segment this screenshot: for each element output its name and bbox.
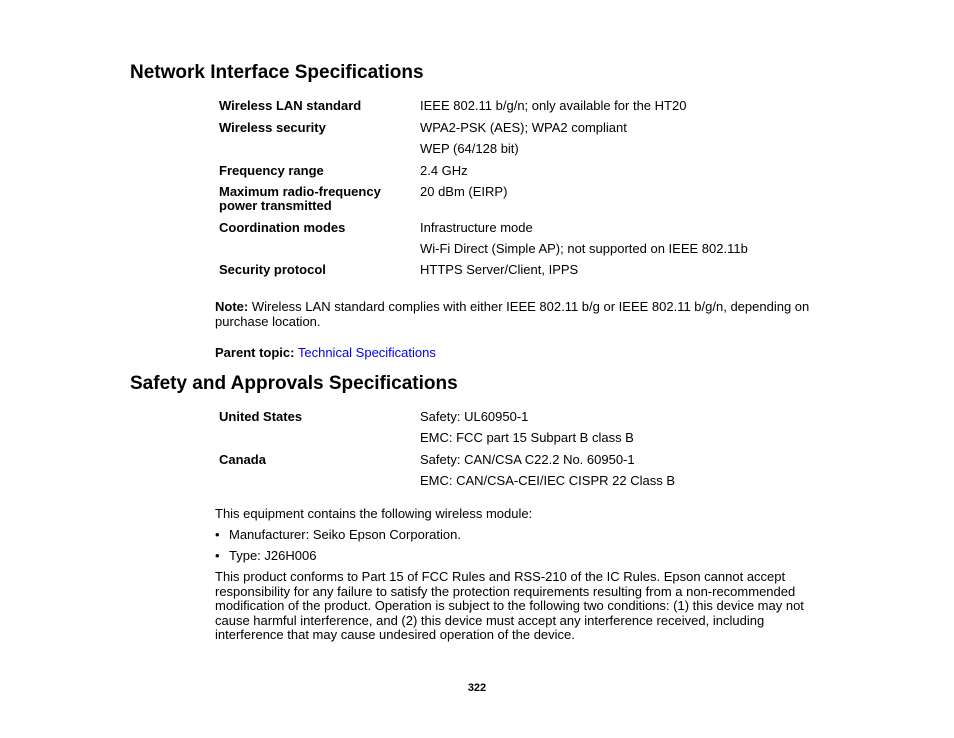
technical-specifications-link[interactable]: Technical Specifications [297,345,436,360]
spec-value: Safety: UL60950-1 EMC: FCC part 15 Subpart B class B [420,409,634,445]
note [215,300,825,329]
note-label: Note: [215,299,249,314]
bullet-icon: • [215,548,220,563]
spec-label: Canada [219,452,266,467]
list-item: • Type: J26H006 [215,548,317,563]
safety-heading: Safety and Approvals Specifications [130,373,458,394]
spec-label: Wireless security [219,120,326,135]
spec-value: WPA2-PSK (AES); WPA2 compliant WEP (64/128 bit) [420,120,627,156]
spec-label: Security protocol [219,262,326,277]
note-text: Wireless LAN standard complies with either IEEE 802.11 b/g or IEEE 802.11 b/g/n, depending on purchase location. [215,299,810,329]
module-intro: This equipment contains the following wireless module: [215,506,533,521]
spec-label: Frequency range [219,163,324,178]
spec-value: IEEE 802.11 b/g/n; only available for the HT20 [420,98,687,113]
parent-topic [215,346,825,361]
conformity-paragraph: This product conforms to Part 15 of FCC Rules and RSS-210 of the IC Rules. Epson cannot accept responsibility for any failure to satisfy the protection requirements resulting from a non-recommended modification of the product. Operation is subject to the following two conditions: (1) this device may not cause harmful interference, and (2) this device must accept any interference received, including interference that may cause undesired operation of the device. [215,569,804,642]
page-number: 322 [467,682,487,694]
spec-label: Maximum radio-frequency power transmitted [219,184,381,213]
spec-value: HTTPS Server/Client, IPPS [420,262,579,277]
spec-value: 2.4 GHz [420,163,468,178]
spec-value: Infrastructure mode Wi-Fi Direct (Simple AP); not supported on IEEE 802.11b [420,220,748,256]
network-heading: Network Interface Specifications [130,62,424,83]
spec-value: 20 dBm (EIRP) [420,184,508,199]
bullet-icon: • [215,527,220,542]
parent-topic-label: Parent topic: [215,345,295,360]
list-item: • Manufacturer: Seiko Epson Corporation. [215,527,461,542]
spec-label: United States [219,409,303,424]
spec-label: Coordination modes [219,220,346,235]
spec-label: Wireless LAN standard [219,98,362,113]
spec-value: Safety: CAN/CSA C22.2 No. 60950-1 EMC: CAN/CSA-CEI/IEC CISPR 22 Class B [420,452,675,488]
